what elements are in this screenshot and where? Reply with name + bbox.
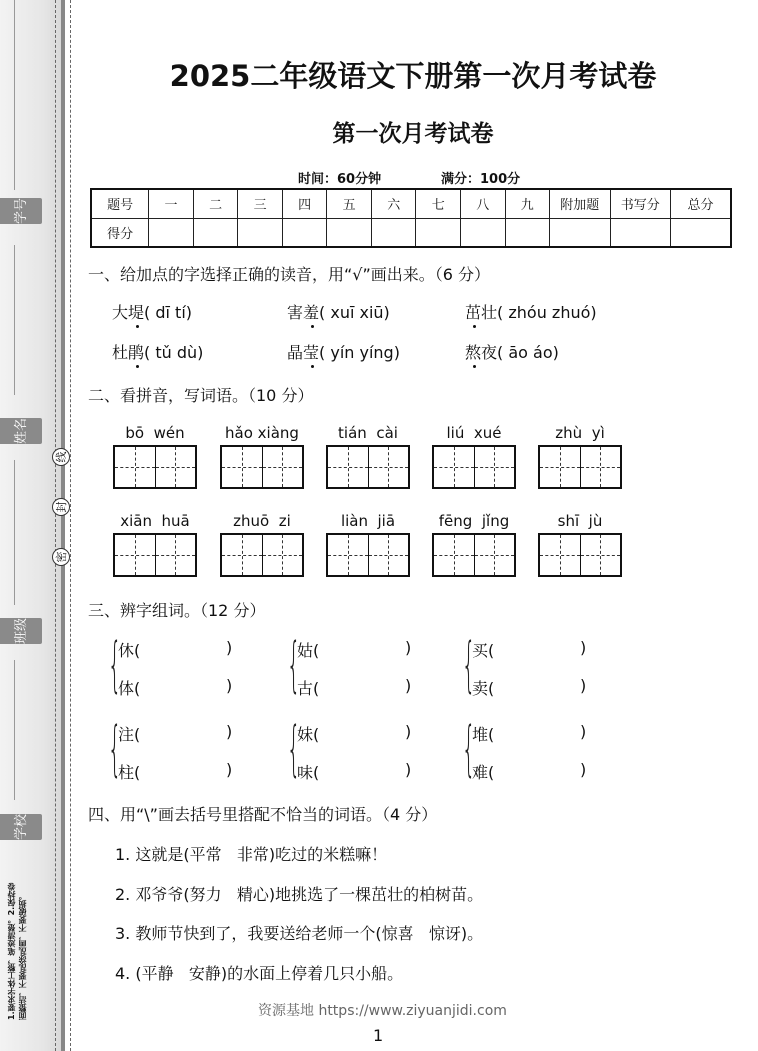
grid-cell [222, 447, 263, 487]
pinyin-options: ( dī tí) [144, 303, 193, 322]
word-group-char: 买( [472, 641, 495, 660]
pinyin-label: liàn jiā [340, 512, 396, 530]
word-group-char: 难( [472, 763, 495, 782]
brace: { [287, 630, 301, 700]
pinyin-label: zhù yì [555, 424, 605, 442]
table-header-cell: 书写分 [610, 189, 670, 218]
grid-cell [156, 447, 196, 487]
pronunciation-item [465, 300, 597, 323]
grid-cell [434, 447, 475, 487]
instructions: 1.要求字体工整，笔迹清楚。2.保持卷面整洁，不要乱涂乱画，不要破损。 [7, 882, 27, 1020]
pronunciation-item [112, 340, 203, 363]
school-label: 学校 [0, 814, 42, 840]
sentence-item: 4. (平静 安静)的水面上停着几只小船。 [115, 963, 404, 983]
pinyin-label: fēng jǐng [438, 512, 510, 530]
word-char: 大 [112, 303, 129, 322]
subtitle: 第一次月考试卷 [332, 121, 494, 147]
table-header-cell: 四 [282, 189, 327, 218]
writing-grid[interactable] [432, 533, 516, 577]
sentence-item: 3. 教师节快到了，我要送给老师一个(惊喜 惊讶)。 [115, 924, 484, 943]
score-cell [461, 218, 506, 247]
seal-char: 封 [52, 498, 70, 516]
seal-char: 线 [52, 448, 70, 466]
word-group-char: 注( [118, 725, 141, 744]
dotted-char: 鹃 [128, 343, 145, 362]
section-2-heading: 二、看拼音，写词语。（10 分） [88, 386, 314, 405]
writing-grid[interactable] [326, 533, 410, 577]
word-char: 害 [287, 303, 304, 322]
pinyin-options: ( yín yíng) [319, 343, 400, 362]
section-4-heading: 四、用“\”画去括号里搭配不恰当的词语。（4 分） [88, 805, 438, 824]
header-row [91, 189, 731, 218]
score-cell [282, 218, 327, 247]
close-paren: ) [405, 638, 412, 657]
close-paren: ) [580, 638, 587, 657]
word-char: 壮 [481, 303, 498, 322]
word-group-char: 姑( [297, 641, 320, 660]
brace: { [108, 714, 122, 784]
score-cell [238, 218, 283, 247]
close-paren: ) [405, 676, 412, 695]
grid-cell [328, 447, 369, 487]
close-paren: ) [226, 722, 233, 741]
writing-grid[interactable] [220, 533, 304, 577]
word-group-char: 卖( [472, 679, 495, 698]
pinyin-label: liú xué [446, 424, 502, 442]
score-row-label: 得分 [91, 218, 149, 247]
score-cell [550, 218, 610, 247]
close-paren: ) [405, 760, 412, 779]
grid-cell [369, 447, 409, 487]
score-table [90, 188, 732, 248]
dotted-char: 莹 [303, 343, 320, 362]
brace: { [462, 714, 476, 784]
word-group-char: 堆( [472, 725, 495, 744]
grid-cell [369, 535, 409, 575]
grid-cell [540, 447, 581, 487]
sentence-item: 1. 这就是(平常 非常)吃过的米糕嘛！ [115, 845, 388, 864]
pronunciation-item [287, 340, 400, 363]
student-id-label: 学号 [0, 198, 42, 224]
class-label: 班级 [0, 618, 42, 644]
pinyin-label: zhuō zi [233, 512, 291, 530]
grid-cell [475, 447, 515, 487]
close-paren: ) [226, 676, 233, 695]
word-char: 晶 [287, 343, 304, 362]
score-cell [371, 218, 416, 247]
dotted-char: 堤 [128, 303, 145, 322]
word-group-char: 休( [118, 641, 141, 660]
pronunciation-item [287, 300, 390, 323]
table-header-cell: 七 [416, 189, 461, 218]
pinyin-options: ( tǔ dù) [144, 343, 204, 362]
table-header-cell: 六 [371, 189, 416, 218]
sentence-item: 2. 邓爷爷(努力 精心)地挑选了一棵茁壮的柏树苗。 [115, 884, 484, 904]
dotted-char: 羞 [303, 303, 320, 322]
writing-grid[interactable] [220, 445, 304, 489]
time-limit: 时间：60分钟 [298, 172, 382, 187]
table-header-cell: 三 [238, 189, 283, 218]
close-paren: ) [580, 676, 587, 695]
pronunciation-item [465, 340, 559, 363]
grid-cell [222, 535, 263, 575]
grid-cell [581, 447, 621, 487]
pinyin-label: xiān huā [120, 512, 190, 530]
writing-grid[interactable] [432, 445, 516, 489]
grid-cell [156, 535, 196, 575]
dotted-line [70, 0, 71, 1051]
close-paren: ) [226, 760, 233, 779]
section-3-heading: 三、辨字组词。（12 分） [88, 601, 266, 620]
writing-grid[interactable] [538, 533, 622, 577]
pinyin-label: hǎo xiàng [225, 424, 299, 442]
pinyin-options: ( zhóu zhuó) [497, 303, 597, 322]
table-header-cell: 二 [193, 189, 238, 218]
table-header-cell: 八 [461, 189, 506, 218]
grid-cell [540, 535, 581, 575]
word-char: 杜 [112, 343, 129, 362]
page-number: 1 [373, 1026, 384, 1045]
writing-grid[interactable] [113, 533, 197, 577]
score-row [91, 218, 731, 247]
close-paren: ) [580, 760, 587, 779]
word-char: 夜 [481, 343, 498, 362]
writing-grid[interactable] [538, 445, 622, 489]
dotted-char: 熬 [465, 343, 482, 362]
score-cell [670, 218, 731, 247]
name-label: 姓名 [0, 418, 42, 444]
pronunciation-item [112, 300, 192, 323]
close-paren: ) [405, 722, 412, 741]
grid-cell [115, 447, 156, 487]
close-paren: ) [226, 638, 233, 657]
word-group-char: 味( [297, 763, 320, 782]
table-header-cell: 九 [505, 189, 550, 218]
grid-cell [328, 535, 369, 575]
pinyin-options: ( āo áo) [497, 343, 559, 362]
table-header-cell: 总分 [670, 189, 731, 218]
writing-grid[interactable] [326, 445, 410, 489]
score-cell [610, 218, 670, 247]
seal-char: 密 [52, 548, 70, 566]
section-1-heading: 一、给加点的字选择正确的读音，用“√”画出来。（6 分） [88, 265, 491, 284]
score-cell [193, 218, 238, 247]
grid-cell [263, 535, 303, 575]
watermark: 资源基地 https://www.ziyuanjidi.com [258, 1003, 507, 1019]
grid-cell [115, 535, 156, 575]
grid-cell [581, 535, 621, 575]
table-header-cell: 一 [149, 189, 194, 218]
dotted-char: 茁 [465, 303, 482, 322]
pinyin-label: bō wén [125, 424, 185, 442]
word-group-char: 古( [297, 679, 320, 698]
brace: { [462, 630, 476, 700]
writing-grid[interactable] [113, 445, 197, 489]
score-cell [149, 218, 194, 247]
score-cell [327, 218, 372, 247]
grid-cell [475, 535, 515, 575]
table-header-cell: 题号 [91, 189, 149, 218]
close-paren: ) [580, 722, 587, 741]
page-title: 2025二年级语文下册第一次月考试卷 [169, 59, 657, 93]
table-header-cell: 五 [327, 189, 372, 218]
score-cell [505, 218, 550, 247]
word-group-char: 妹( [297, 725, 320, 744]
pinyin-label: tián cài [338, 424, 398, 442]
brace: { [287, 714, 301, 784]
brace: { [108, 630, 122, 700]
grid-cell [263, 447, 303, 487]
pinyin-label: shī jù [557, 512, 603, 530]
grid-cell [434, 535, 475, 575]
binding-line [61, 0, 65, 1051]
word-group-char: 柱( [118, 763, 141, 782]
score-cell [416, 218, 461, 247]
word-group-char: 体( [118, 679, 141, 698]
dotted-line [55, 0, 56, 1051]
full-score: 满分：100分 [441, 172, 521, 187]
table-header-cell: 附加题 [550, 189, 610, 218]
pinyin-options: ( xuī xiū) [319, 303, 390, 322]
